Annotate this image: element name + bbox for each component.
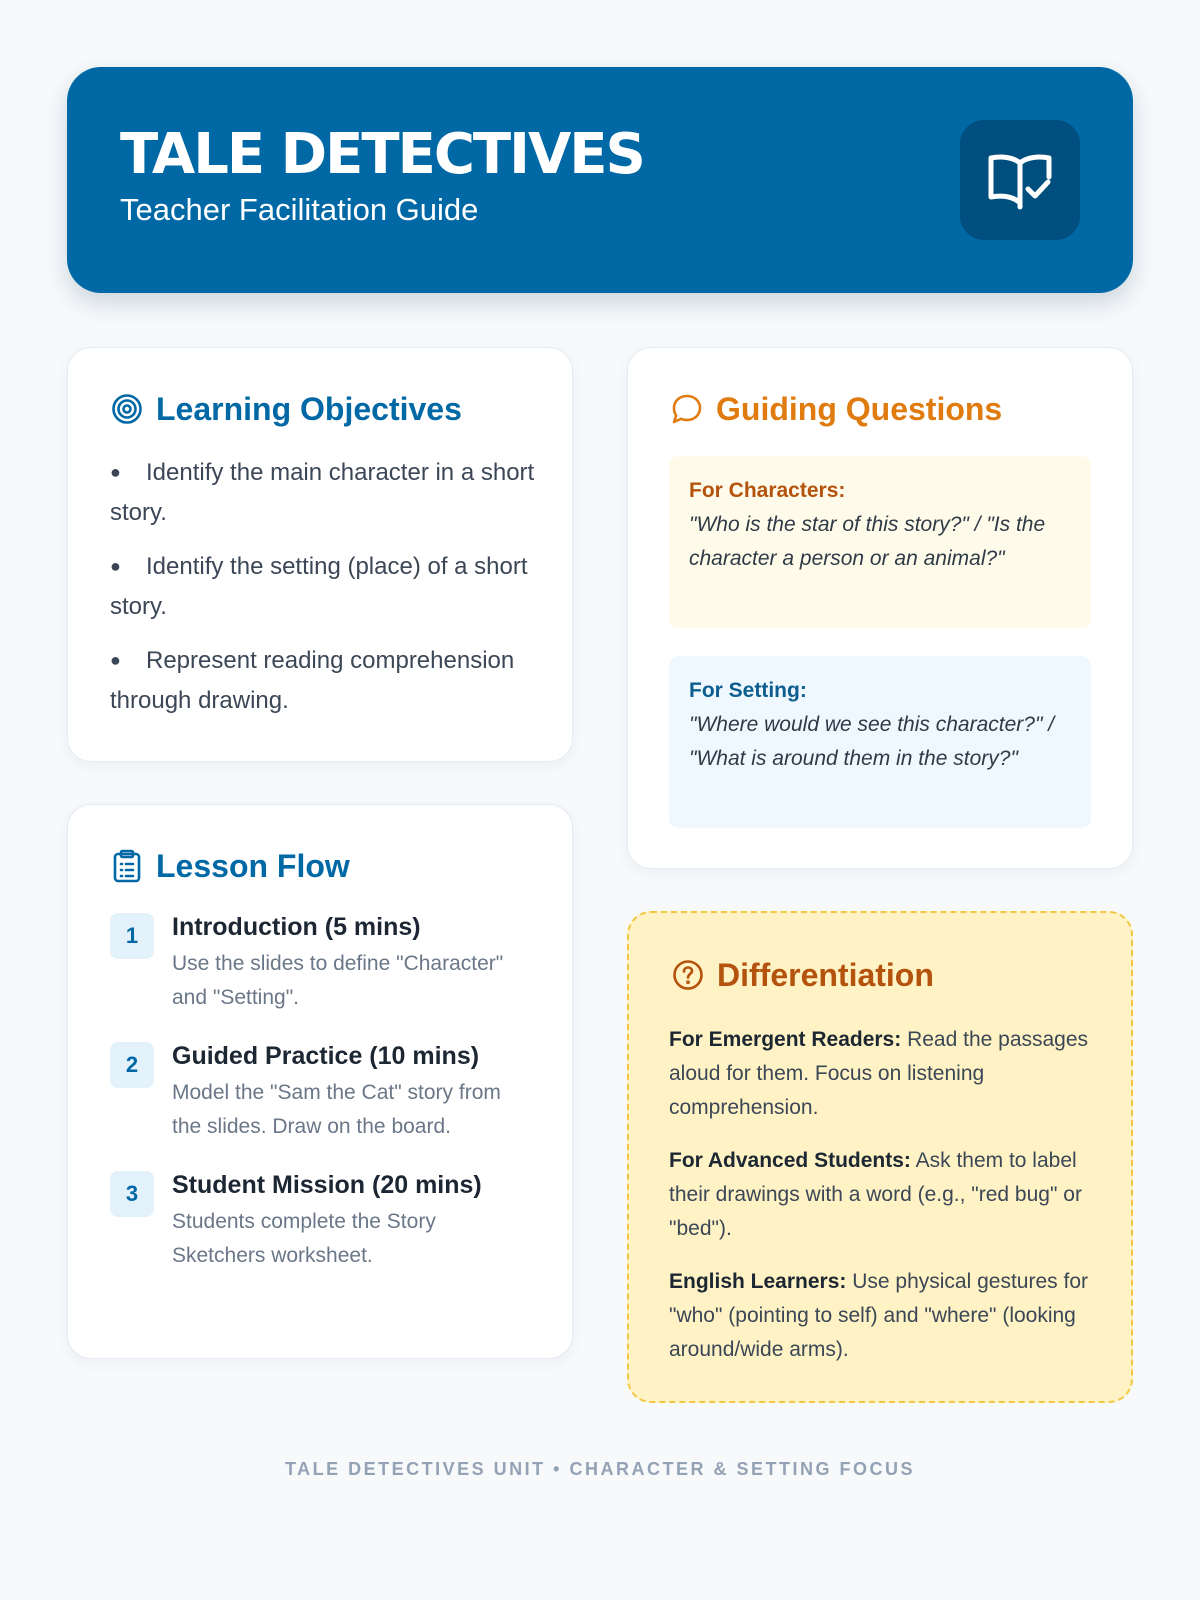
lesson-step — [110, 1042, 530, 1144]
objectives-list — [110, 452, 540, 734]
differentiation-title: Differentiation — [717, 957, 934, 993]
differentiation-list — [669, 1023, 1099, 1386]
step-description: Use the slides to define "Character" and "Setting". — [172, 952, 504, 1009]
lesson-steps — [110, 913, 530, 1300]
step-number: 3 — [110, 1171, 154, 1217]
page-subtitle: Teacher Facilitation Guide — [120, 192, 479, 227]
step-description: Model the "Sam the Cat" story from the slides. Draw on the board. — [172, 1081, 501, 1138]
step-title: Student Mission (20 mins) — [172, 1171, 482, 1199]
lesson-flow-title: Lesson Flow — [156, 848, 350, 884]
step-number: 1 — [110, 913, 154, 959]
step-title: Guided Practice (10 mins) — [172, 1042, 480, 1070]
characters-question-box — [669, 456, 1091, 628]
guiding-questions-title: Guiding Questions — [716, 391, 1003, 427]
header-icon-box — [960, 120, 1080, 240]
lesson-flow-card — [67, 804, 573, 1359]
lesson-flow-header — [110, 849, 350, 883]
setting-question-text: "Where would we see this character?" / "What is around them in the story?" — [689, 713, 1055, 770]
step-description: Students complete the Story Sketchers worksheet. — [172, 1210, 436, 1267]
differentiation-header — [671, 958, 934, 992]
list-item: For Emergent Readers: Read the passages aloud for them. Focus on listening comprehension. — [669, 1028, 1089, 1119]
target-icon — [110, 392, 144, 426]
differentiation-card — [627, 911, 1133, 1403]
page-title: TALE DETECTIVES — [120, 122, 644, 187]
speech-bubble-icon — [670, 392, 704, 426]
guiding-questions-header — [670, 392, 1002, 426]
list-item: ● Represent reading comprehension through drawing. — [110, 647, 515, 714]
clipboard-list-icon — [110, 849, 144, 883]
learning-objectives-card — [67, 347, 573, 762]
step-number: 2 — [110, 1042, 154, 1088]
help-circle-icon — [671, 958, 705, 992]
list-item: English Learners: Use physical gestures for "who" (pointing to self) and "where" (looking around/wide arms). — [669, 1270, 1088, 1361]
setting-question-box — [669, 656, 1091, 828]
setting-question-label: For Setting: — [689, 679, 807, 702]
guiding-questions-card — [627, 347, 1133, 869]
lesson-step — [110, 913, 530, 1015]
header-banner — [67, 67, 1133, 293]
list-item: ● Identify the setting (place) of a short story. — [110, 553, 528, 620]
characters-question-text: "Who is the star of this story?" / "Is the character a person or an animal?" — [689, 513, 1046, 570]
book-check-icon — [987, 149, 1053, 211]
learning-objectives-title: Learning Objectives — [156, 391, 462, 427]
learning-objectives-header — [110, 392, 462, 426]
list-item: ● Identify the main character in a short story. — [110, 459, 535, 526]
step-title: Introduction (5 mins) — [172, 913, 421, 941]
list-item: For Advanced Students: Ask them to label their drawings with a word (e.g., "red bug" or "bed"). — [669, 1149, 1082, 1240]
lesson-step — [110, 1171, 530, 1273]
characters-question-label: For Characters: — [689, 479, 846, 502]
page-footer: TALE DETECTIVES UNIT • CHARACTER & SETTING FOCUS — [285, 1459, 915, 1479]
